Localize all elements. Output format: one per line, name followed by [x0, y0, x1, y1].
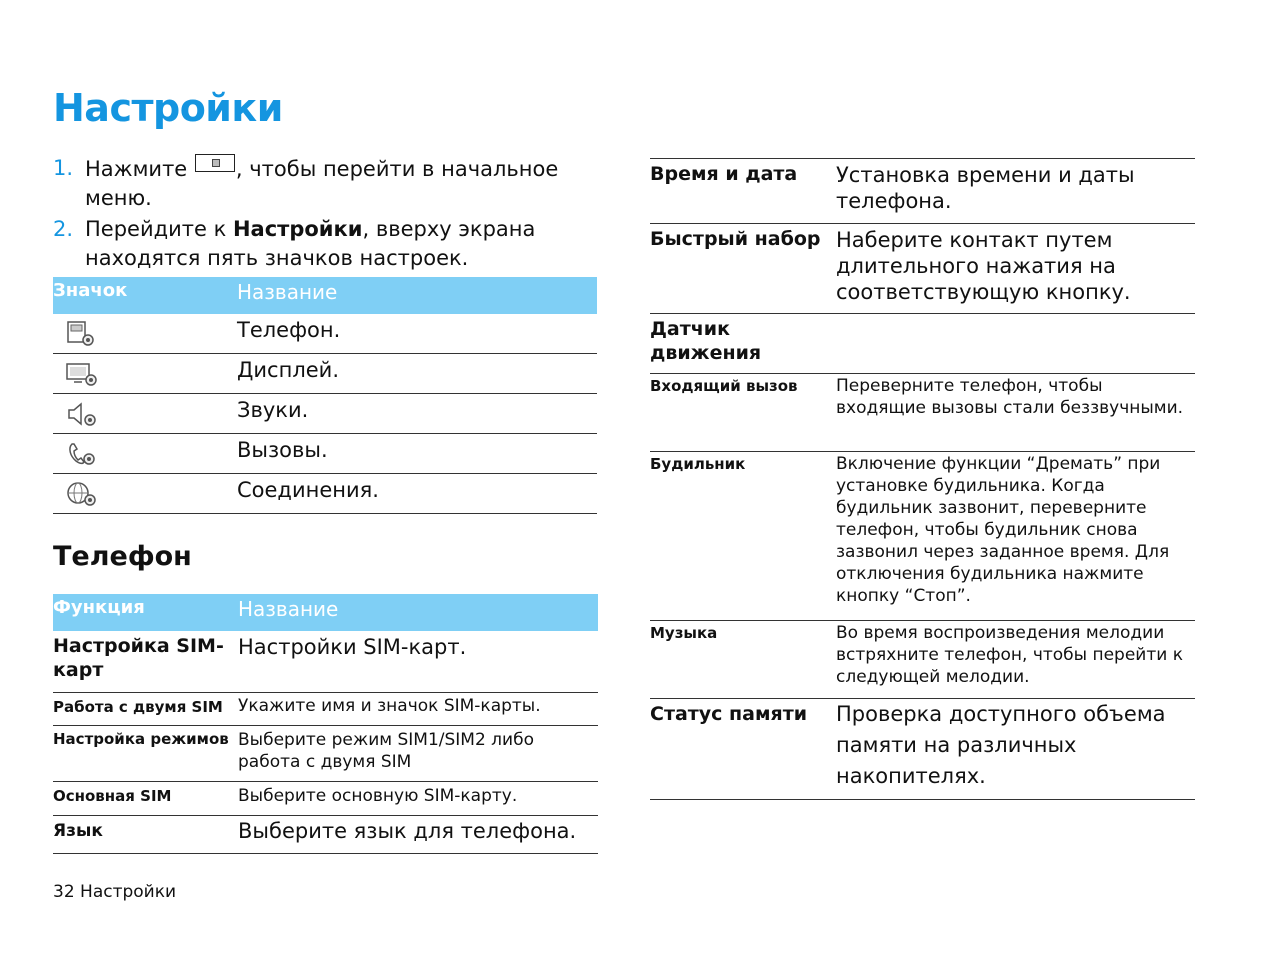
- function-description: Проверка доступного объема памяти на различных накопителях.: [836, 699, 1195, 800]
- icon-cell: [53, 314, 237, 354]
- table-row: [650, 452, 1195, 621]
- table-row: [53, 725, 598, 781]
- column-header-name: Название: [238, 594, 598, 631]
- column-header-function: Функция: [53, 594, 238, 631]
- function-name: Работа с двумя SIM: [53, 692, 238, 725]
- table-row: [650, 374, 1195, 452]
- icon-cell: [53, 394, 237, 434]
- instruction-steps: [53, 154, 593, 275]
- function-description: Выберите режим SIM1/SIM2 либо работа с двумя SIM: [238, 725, 598, 781]
- function-name: Основная SIM: [53, 781, 238, 815]
- setting-name: Соединения.: [237, 474, 597, 514]
- icon-table: [53, 277, 597, 514]
- function-description: Во время воспроизведения мелодии встряхните телефон, чтобы перейти к следующей мелодии.: [836, 621, 1195, 699]
- setting-name: Вызовы.: [237, 434, 597, 474]
- function-name: Будильник: [650, 452, 836, 621]
- section-title: Телефон: [53, 541, 192, 572]
- table-row: [53, 815, 598, 853]
- setting-name: Дисплей.: [237, 354, 597, 394]
- table-row: [53, 781, 598, 815]
- page-footer: 32 Настройки: [53, 882, 177, 902]
- table-row: [53, 314, 597, 354]
- function-description: Переверните телефон, чтобы входящие вызовы стали беззвучными.: [836, 374, 1195, 452]
- function-name: Время и дата: [650, 159, 836, 224]
- setting-name: Телефон.: [237, 314, 597, 354]
- step-2: [53, 215, 593, 273]
- function-name: Входящий вызов: [650, 374, 836, 452]
- function-name: Настройка SIM-карт: [53, 631, 238, 692]
- page-title: Настройки: [53, 86, 283, 130]
- table-header-row: [53, 594, 598, 631]
- sound-settings-icon: [66, 400, 98, 428]
- column-header-name: Название: [237, 277, 597, 314]
- menu-key-icon: [195, 154, 235, 172]
- step-text: Нажмите: [85, 157, 194, 181]
- function-description: Включение функции “Дремать” при установке будильника. Когда будильник зазвонит, переверните телефон, чтобы будильник снова зазвонил через заданное время. Для отключения будильника нажмите кнопку “Стоп”.: [836, 452, 1195, 621]
- function-name: Настройка режимов: [53, 725, 238, 781]
- table-row: [53, 394, 597, 434]
- function-name: Датчик движения: [650, 314, 836, 374]
- icon-cell: [53, 474, 237, 514]
- function-name: Язык: [53, 815, 238, 853]
- step-number: 2.: [53, 217, 74, 241]
- display-settings-icon: [66, 360, 98, 388]
- icon-cell: [53, 434, 237, 474]
- phone-settings-table-continued: [650, 158, 1195, 800]
- table-row: [650, 159, 1195, 224]
- step-1: [53, 154, 593, 213]
- connection-settings-icon: [66, 480, 98, 508]
- step-text: , вверху экрана находятся пять значков настроек.: [85, 217, 536, 270]
- table-row: [53, 434, 597, 474]
- table-row: [650, 314, 1195, 374]
- function-description: Наберите контакт путем длительного нажатия на соответствующую кнопку.: [836, 224, 1195, 314]
- function-description: Укажите имя и значок SIM-карты.: [238, 692, 598, 725]
- function-name: Музыка: [650, 621, 836, 699]
- step-number: 1.: [53, 156, 74, 180]
- table-row: [650, 621, 1195, 699]
- function-description: Настройки SIM-карт.: [238, 631, 598, 692]
- table-header-row: [53, 277, 597, 314]
- column-header-icon: Значок: [53, 277, 237, 314]
- function-description: Выберите основную SIM-карту.: [238, 781, 598, 815]
- function-name: Быстрый набор: [650, 224, 836, 314]
- function-description: Выберите язык для телефона.: [238, 815, 598, 853]
- table-row: [53, 631, 598, 692]
- call-settings-icon: [66, 440, 98, 468]
- table-row: [650, 699, 1195, 800]
- icon-cell: [53, 354, 237, 394]
- phone-settings-table: [53, 594, 598, 854]
- function-name: Статус памяти: [650, 699, 836, 800]
- function-description: [836, 314, 1195, 374]
- step-text: , чтобы перейти в начальное меню.: [85, 157, 559, 210]
- table-row: [53, 692, 598, 725]
- step-bold-text: Настройки: [232, 217, 363, 241]
- table-row: [650, 224, 1195, 314]
- setting-name: Звуки.: [237, 394, 597, 434]
- table-row: [53, 354, 597, 394]
- table-row: [53, 474, 597, 514]
- function-description: Установка времени и даты телефона.: [836, 159, 1195, 224]
- phone-settings-icon: [66, 320, 98, 348]
- step-text: Перейдите к: [85, 217, 233, 241]
